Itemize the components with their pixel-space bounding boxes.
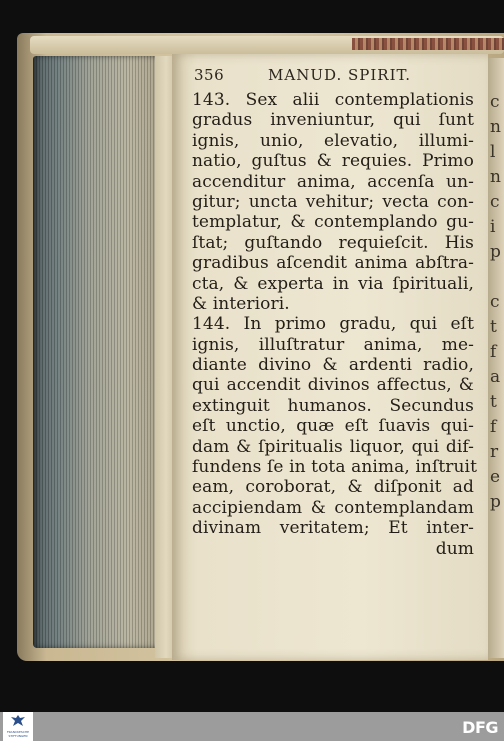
dfg-logo: DFG [462,718,498,737]
headband [352,38,504,50]
text-line: 143. Sex alii contemplationis [192,90,474,110]
facing-page-letter: n [490,117,501,137]
body-text [192,90,478,559]
facing-page-letter: c [490,92,500,112]
facing-page-letter: t [490,317,497,337]
facing-page-letter: l [490,142,496,162]
footer-bar [0,712,504,741]
text-line: fundens ſe in tota anima, inſtruit [192,457,478,478]
facing-page-letter: f [490,342,497,362]
text-line: natio, guſtus & requies. Primo [192,151,474,172]
text-line: gradus inveniuntur, qui ſunt [192,110,474,131]
facing-page-letter: p [490,492,501,512]
institution-logo-text: FRANCKESCHE STIFTUNGEN [6,730,30,738]
page-number: 356 [194,66,225,84]
facing-page-letter: t [490,392,497,412]
facing-page-letter: p [490,242,501,262]
facing-page-letter: n [490,167,501,187]
text-line: gradibus aſcendit anima abſtra- [192,253,474,274]
facing-page-letter: a [490,367,501,387]
catchword: dum [435,538,474,559]
text-line: dam & ſpiritualis liquor, qui dif- [192,436,474,457]
facing-page-letter: c [490,192,500,212]
text-line: accipiendam & contemplandam [192,497,474,518]
facing-page-letter: f [490,417,497,437]
eagle-logo-icon [10,714,26,728]
text-line: eam, coroborat, & diſponit ad [192,477,474,498]
text-line: divinam veritatem; Et inter- [192,518,474,539]
text-line: qui accendit divinos affectus, & [192,375,474,396]
text-line: 144. In primo gradu, qui eſt [192,314,474,335]
text-line: extinguit humanos. Secundus [192,395,474,416]
page-block-edges [33,56,161,648]
facing-page-letter: e [490,467,501,487]
text-line: eſt unctio, quæ eſt ſuavis qui- [192,416,474,437]
text-line: ſtat; guſtando requieſcit. His [192,232,474,253]
running-head-title: MANUD. SPIRIT. [268,66,412,84]
text-line: diante divino & ardenti radio, [192,355,474,376]
text-line: templatur, & contemplando gu- [192,212,474,233]
running-head [194,66,476,88]
text-line: cta, & experta in via ſpirituali, [192,273,474,294]
text-line: gitur; uncta vehitur; vecta con- [192,191,474,212]
text-line: accenditur anima, accenſa un- [192,171,474,192]
text-line: ignis, unio, elevatio, illumi- [192,130,474,151]
text-line: & interiori. [192,293,290,314]
facing-page-letter: r [490,442,499,462]
facing-page-letter: i [490,217,496,237]
facing-page-letter: c [490,292,500,312]
institution-logo [3,712,33,741]
text-line: ignis, illuſtratur anima, me- [192,334,474,355]
